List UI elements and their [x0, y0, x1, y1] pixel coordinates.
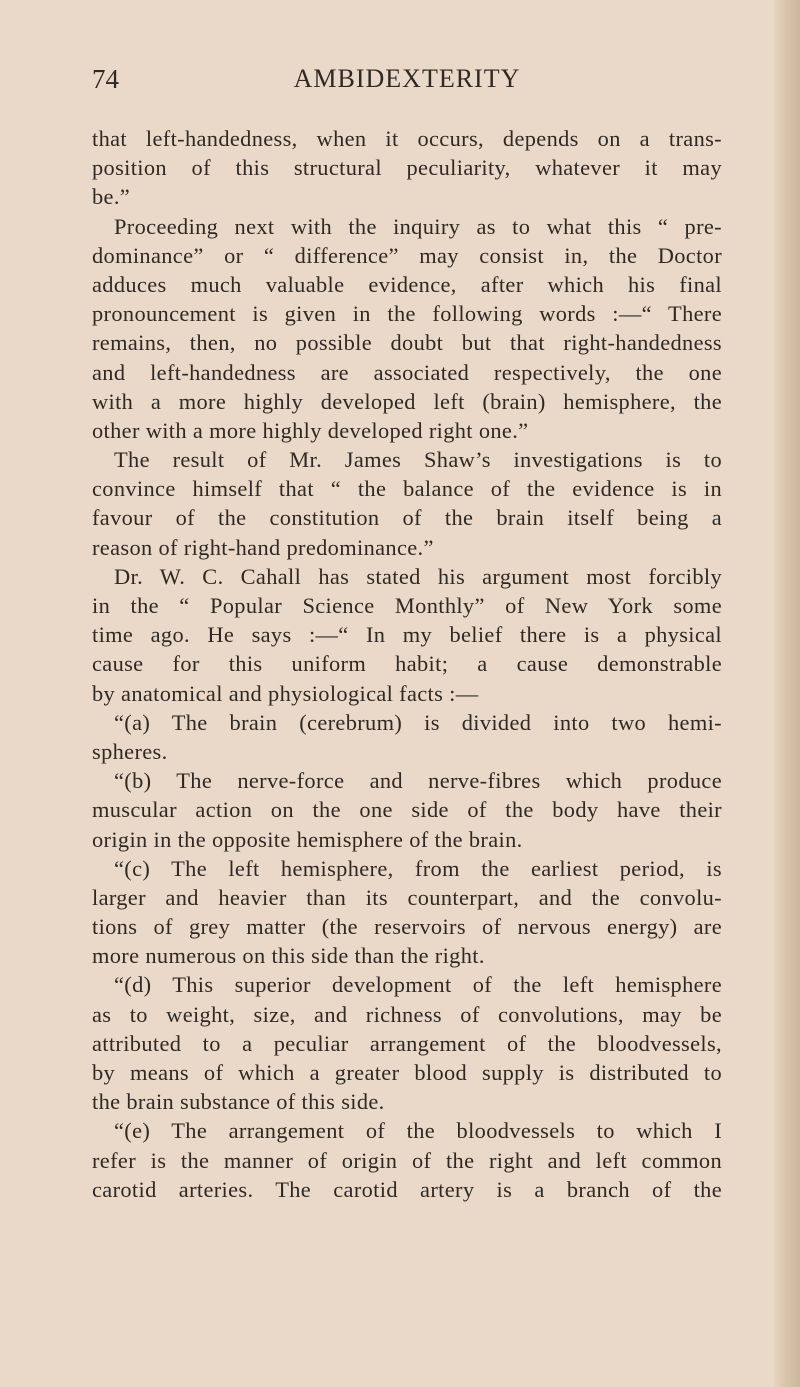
text-line: muscular action on the one side of the body have their: [92, 797, 722, 823]
text-line: time ago. He says :—“ In my belief there is a physical: [92, 622, 722, 648]
text-line: be.”: [92, 184, 131, 210]
text-line: and left-handedness are associated respectively, the one: [92, 359, 722, 385]
text-line: dominance” or “ difference” may consist in, the Doctor: [92, 242, 722, 268]
text-line: Proceeding next with the inquiry as to what this “ pre-: [114, 213, 722, 239]
text-line: carotid arteries. The carotid artery is a branch of the: [92, 1176, 722, 1202]
text-line: tions of grey matter (the reservoirs of nervous energy) are: [92, 914, 722, 940]
text-line: larger and heavier than its counterpart, and the convolu-: [92, 884, 722, 910]
text-line: pronouncement is given in the following words :—“ There: [92, 301, 722, 327]
text-line: with a more highly developed left (brain) hemisphere, the: [92, 388, 722, 414]
text-line: “(d) This superior development of the left hemisphere: [114, 972, 722, 998]
text-line: by means of which a greater blood supply is distributed to: [92, 1060, 722, 1085]
text-line: “(b) The nerve-force and nerve-fibres which produce: [114, 768, 722, 794]
text-line: Dr. W. C. Cahall has stated his argument most forcibly: [114, 563, 722, 589]
text-line: cause for this uniform habit; a cause demonstrable: [92, 651, 722, 677]
text-line: the brain substance of this side.: [92, 1089, 385, 1115]
text-line: “(c) The left hemisphere, from the earliest period, is: [114, 855, 722, 881]
text-line: position of this structural peculiarity, whatever it may: [92, 155, 722, 181]
text-line: spheres.: [92, 738, 168, 764]
text-line: by anatomical and physiological facts :—: [92, 680, 479, 706]
text-line: refer is the manner of origin of the right and left common: [92, 1147, 722, 1173]
text-line: reason of right-hand predominance.”: [92, 534, 434, 560]
body-text: [92, 124, 722, 1204]
text-line: “(a) The brain (cerebrum) is divided into two hemi-: [114, 709, 722, 735]
text-line: that left-handedness, when it occurs, depends on a trans-: [92, 126, 722, 151]
text-line: in the “ Popular Science Monthly” of New York some: [92, 593, 722, 618]
running-title: AMBIDEXTERITY: [293, 64, 521, 93]
text-line: origin in the opposite hemisphere of the brain.: [92, 826, 523, 852]
text-line: as to weight, size, and richness of convolutions, may be: [92, 1001, 722, 1027]
text-line: “(e) The arrangement of the bloodvessels to which I: [114, 1118, 722, 1144]
page-edge: [774, 0, 800, 1387]
text-line: other with a more highly developed right one.”: [92, 417, 529, 443]
text-line: attributed to a peculiar arrangement of the bloodvessels,: [92, 1030, 722, 1056]
text-line: more numerous on this side than the right.: [92, 943, 485, 969]
text-line: favour of the constitution of the brain itself being a: [92, 505, 722, 531]
page-header: [92, 64, 722, 104]
text-line: remains, then, no possible doubt but that right-handedness: [92, 330, 722, 356]
text-line: The result of Mr. James Shaw’s investigations is to: [114, 447, 722, 473]
text-line: convince himself that “ the balance of the evidence is in: [92, 476, 722, 502]
page-number: 74: [92, 64, 119, 94]
text-line: adduces much valuable evidence, after which his final: [92, 271, 722, 297]
